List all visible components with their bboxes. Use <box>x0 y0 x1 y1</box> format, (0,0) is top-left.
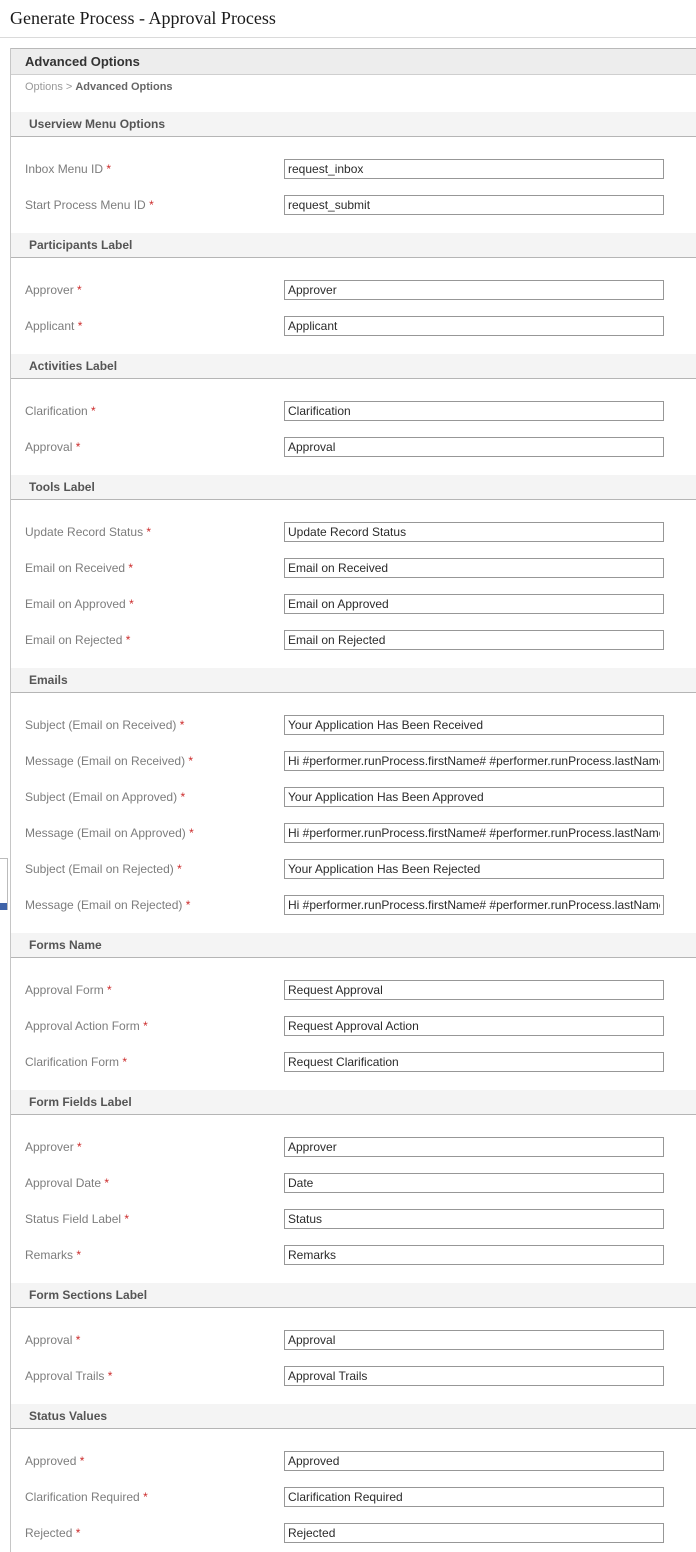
approval-input[interactable] <box>284 1330 664 1350</box>
section-title: Forms Name <box>11 933 696 958</box>
field-row-subject-email-on-received <box>25 715 696 735</box>
field-label-text: Approval Date <box>25 1176 102 1190</box>
required-asterisk: * <box>91 404 96 418</box>
required-asterisk: * <box>79 1454 85 1468</box>
advanced-options-panel <box>10 48 696 1552</box>
field-row-clarification <box>25 401 696 421</box>
required-asterisk: * <box>124 1212 130 1226</box>
field-label-text: Message (Email on Approved) <box>25 826 186 840</box>
field-row-subject-email-on-approved <box>25 787 696 807</box>
field-label <box>25 751 284 768</box>
field-row-approval-trails <box>25 1366 696 1386</box>
field-label-text: Email on Approved <box>25 597 126 611</box>
required-asterisk: * <box>75 1333 81 1347</box>
partial-window-edge-accent <box>0 903 7 910</box>
approval-input[interactable] <box>284 437 664 457</box>
message-email-on-approved-input[interactable] <box>284 823 664 843</box>
field-label-text: Clarification Required <box>25 1490 140 1504</box>
field-label-text: Approval <box>25 440 73 454</box>
section-title: Userview Menu Options <box>11 112 696 137</box>
update-record-status-input[interactable] <box>284 522 664 542</box>
required-asterisk: * <box>143 1490 148 1504</box>
field-label <box>25 895 284 912</box>
field-label <box>25 195 284 212</box>
approver-input[interactable] <box>284 1137 664 1157</box>
field-row-start-process-menu-id <box>25 195 696 215</box>
required-asterisk: * <box>179 718 185 732</box>
rejected-input[interactable] <box>284 1523 664 1543</box>
field-label <box>25 522 284 539</box>
message-email-on-rejected-input[interactable] <box>284 895 664 915</box>
field-label <box>25 715 284 732</box>
required-asterisk: * <box>77 283 82 297</box>
start-process-menu-id-input[interactable] <box>284 195 664 215</box>
section-forms-name <box>11 933 696 1072</box>
field-label <box>25 1016 284 1033</box>
clarification-input[interactable] <box>284 401 664 421</box>
section-title: Form Sections Label <box>11 1283 696 1308</box>
field-row-message-email-on-rejected <box>25 895 696 915</box>
field-label <box>25 1366 284 1383</box>
required-asterisk: * <box>122 1055 128 1069</box>
field-label-text: Email on Rejected <box>25 633 123 647</box>
required-asterisk: * <box>189 826 194 840</box>
field-label <box>25 859 284 876</box>
required-asterisk: * <box>106 162 112 176</box>
required-asterisk: * <box>76 1248 82 1262</box>
section-participants-label <box>11 233 696 336</box>
field-label <box>25 980 284 997</box>
breadcrumb <box>11 75 696 94</box>
field-label <box>25 1330 284 1347</box>
field-row-subject-email-on-rejected <box>25 859 696 879</box>
required-asterisk: * <box>177 862 182 876</box>
required-asterisk: * <box>125 633 131 647</box>
field-label-text: Remarks <box>25 1248 74 1262</box>
field-row-approver <box>25 1137 696 1157</box>
section-activities-label <box>11 354 696 457</box>
email-on-received-input[interactable] <box>284 558 664 578</box>
field-row-approver <box>25 280 696 300</box>
window-title: Generate Process - Approval Process <box>0 0 696 38</box>
field-label <box>25 1209 284 1226</box>
email-on-approved-input[interactable] <box>284 594 664 614</box>
section-title: Activities Label <box>11 354 696 379</box>
field-label <box>25 280 284 297</box>
field-row-inbox-menu-id <box>25 159 696 179</box>
field-row-approved <box>25 1451 696 1471</box>
approver-input[interactable] <box>284 280 664 300</box>
required-asterisk: * <box>129 597 134 611</box>
field-label <box>25 823 284 840</box>
approved-input[interactable] <box>284 1451 664 1471</box>
field-row-rejected <box>25 1523 696 1543</box>
field-label-text: Approval Trails <box>25 1369 105 1383</box>
field-row-update-record-status <box>25 522 696 542</box>
field-label <box>25 1487 284 1504</box>
field-label <box>25 630 284 647</box>
field-label <box>25 594 284 611</box>
field-row-email-on-received <box>25 558 696 578</box>
required-asterisk: * <box>104 1176 110 1190</box>
required-asterisk: * <box>180 790 186 804</box>
field-row-approval-form <box>25 980 696 1000</box>
clarification-form-input[interactable] <box>284 1052 664 1072</box>
field-label-text: Subject (Email on Received) <box>25 718 177 732</box>
field-label <box>25 787 284 804</box>
field-label <box>25 1173 284 1190</box>
field-label <box>25 1523 284 1540</box>
clarification-required-input[interactable] <box>284 1487 664 1507</box>
required-asterisk: * <box>77 1140 82 1154</box>
section-tools-label <box>11 475 696 650</box>
approval-trails-input[interactable] <box>284 1366 664 1386</box>
section-status-values <box>11 1404 696 1543</box>
section-emails <box>11 668 696 915</box>
field-row-email-on-rejected <box>25 630 696 650</box>
section-title: Emails <box>11 668 696 693</box>
field-label <box>25 558 284 575</box>
field-row-email-on-approved <box>25 594 696 614</box>
field-row-clarification-required <box>25 1487 696 1507</box>
field-label-text: Approver <box>25 1140 74 1154</box>
field-label-text: Approved <box>25 1454 77 1468</box>
field-label-text: Subject (Email on Approved) <box>25 790 178 804</box>
field-row-approval <box>25 437 696 457</box>
inbox-menu-id-input[interactable] <box>284 159 664 179</box>
required-asterisk: * <box>185 898 191 912</box>
field-label-text: Status Field Label <box>25 1212 122 1226</box>
field-row-remarks <box>25 1245 696 1265</box>
field-label-text: Rejected <box>25 1526 73 1540</box>
required-asterisk: * <box>146 525 152 539</box>
field-row-message-email-on-approved <box>25 823 696 843</box>
required-asterisk: * <box>107 1369 113 1383</box>
approval-form-input[interactable] <box>284 980 664 1000</box>
field-row-approval <box>25 1330 696 1350</box>
field-label-text: Approval <box>25 1333 73 1347</box>
field-row-applicant <box>25 316 696 336</box>
breadcrumb-item-options[interactable]: Options <box>25 81 63 93</box>
required-asterisk: * <box>107 983 112 997</box>
message-email-on-received-input[interactable] <box>284 751 664 771</box>
field-row-status-field-label <box>25 1209 696 1229</box>
subject-email-on-approved-input[interactable] <box>284 787 664 807</box>
section-userview-menu-options <box>11 112 696 215</box>
field-row-clarification-form <box>25 1052 696 1072</box>
field-label-text: Message (Email on Received) <box>25 754 186 768</box>
required-asterisk: * <box>188 754 194 768</box>
subject-email-on-rejected-input[interactable] <box>284 859 664 879</box>
field-label <box>25 316 284 333</box>
approval-date-input[interactable] <box>284 1173 664 1193</box>
form-sections <box>11 112 696 1543</box>
section-title: Tools Label <box>11 475 696 500</box>
field-label-text: Start Process Menu ID <box>25 198 146 212</box>
panel-title: Advanced Options <box>11 48 696 75</box>
section-title: Status Values <box>11 1404 696 1429</box>
required-asterisk: * <box>75 1526 81 1540</box>
applicant-input[interactable] <box>284 316 664 336</box>
field-label-text: Update Record Status <box>25 525 144 539</box>
field-label-text: Clarification <box>25 404 88 418</box>
field-label <box>25 1451 284 1468</box>
field-label <box>25 437 284 454</box>
required-asterisk: * <box>77 319 83 333</box>
field-label <box>25 1245 284 1262</box>
field-row-message-email-on-received <box>25 751 696 771</box>
section-title: Form Fields Label <box>11 1090 696 1115</box>
section-form-fields-label <box>11 1090 696 1265</box>
field-row-approval-action-form <box>25 1016 696 1036</box>
email-on-rejected-input[interactable] <box>284 630 664 650</box>
remarks-input[interactable] <box>284 1245 664 1265</box>
section-form-sections-label <box>11 1283 696 1386</box>
field-label-text: Approval Form <box>25 983 104 997</box>
breadcrumb-separator: > <box>65 81 73 93</box>
required-asterisk: * <box>75 440 81 454</box>
field-label-text: Clarification Form <box>25 1055 120 1069</box>
required-asterisk: * <box>128 561 134 575</box>
field-label-text: Message (Email on Rejected) <box>25 898 183 912</box>
breadcrumb-item-current: Advanced Options <box>75 81 173 93</box>
field-label <box>25 159 284 176</box>
field-label-text: Approver <box>25 283 74 297</box>
required-asterisk: * <box>149 198 154 212</box>
field-label-text: Subject (Email on Rejected) <box>25 862 174 876</box>
field-label-text: Email on Received <box>25 561 126 575</box>
field-label <box>25 1137 284 1154</box>
field-label <box>25 401 284 418</box>
section-title: Participants Label <box>11 233 696 258</box>
field-row-approval-date <box>25 1173 696 1193</box>
field-label-text: Applicant <box>25 319 75 333</box>
status-field-label-input[interactable] <box>284 1209 664 1229</box>
field-label-text: Approval Action Form <box>25 1019 140 1033</box>
required-asterisk: * <box>143 1019 148 1033</box>
subject-email-on-received-input[interactable] <box>284 715 664 735</box>
approval-action-form-input[interactable] <box>284 1016 664 1036</box>
field-label <box>25 1052 284 1069</box>
field-label-text: Inbox Menu ID <box>25 162 104 176</box>
